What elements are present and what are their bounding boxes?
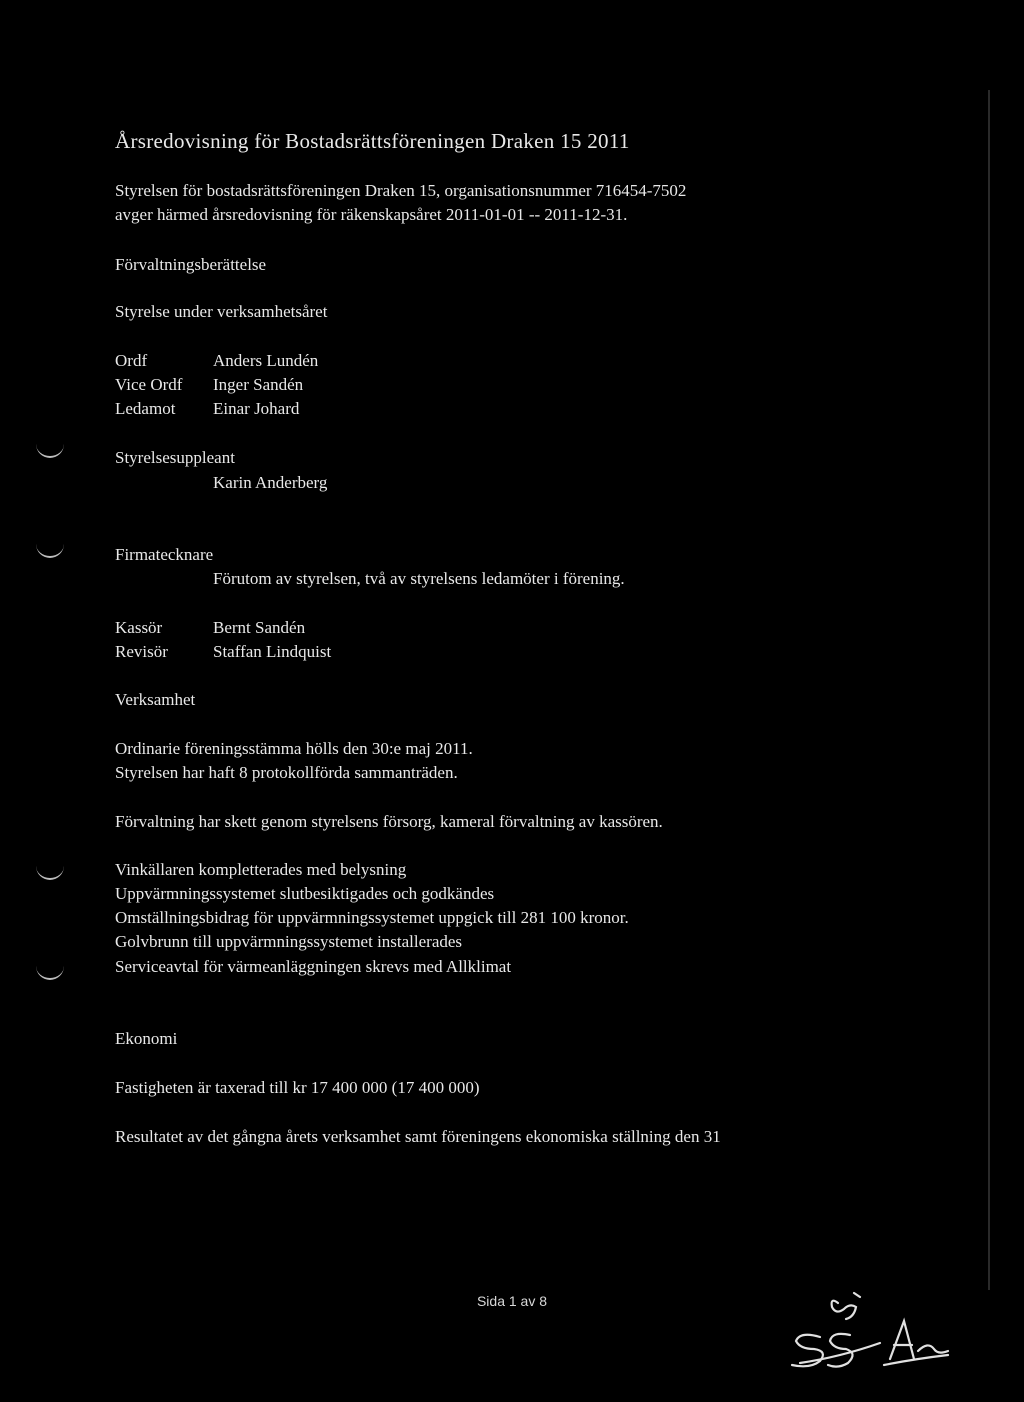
officer-role: Revisör <box>115 642 168 661</box>
event-line: Golvbrunn till uppvärmningssystemet installerades <box>115 932 463 951</box>
punch-hole-mark <box>36 862 64 880</box>
scan-edge <box>988 90 990 1290</box>
punch-hole-mark <box>36 962 64 980</box>
economy-heading: Ekonomi <box>115 1029 178 1048</box>
event-line: Vinkällaren kompletterades med belysning <box>115 860 407 879</box>
activities-line: Styrelsen har haft 8 protokollförda sammanträden. <box>115 763 458 782</box>
substitute-heading: Styrelsesuppleant <box>115 448 235 467</box>
board-role: Ordf <box>115 351 148 370</box>
section-heading-management: Förvaltningsberättelse <box>115 255 267 274</box>
economy-line: Fastigheten är taxerad till kr 17 400 000 (17 400 000) <box>115 1078 480 1097</box>
economy-line: Resultatet av det gångna årets verksamhet samt föreningens ekonomiska ställning den 31 <box>115 1127 721 1146</box>
board-heading: Styrelse under verksamhetsåret <box>115 302 328 321</box>
page-footer: Sida 1 av 8 <box>476 1293 548 1309</box>
officer-role: Kassör <box>115 618 163 637</box>
event-line: Uppvärmningssystemet slutbesiktigades och godkändes <box>115 884 495 903</box>
board-name: Inger Sandén <box>213 375 304 394</box>
document-title: Årsredovisning för Bostadsrättsföreningen Draken 15 2011 <box>115 129 630 153</box>
punch-hole-mark <box>36 440 64 458</box>
event-line: Serviceavtal för värmeanläggningen skrevs med Allklimat <box>115 957 512 976</box>
punch-hole-mark <box>36 540 64 558</box>
signature-initials <box>780 1285 960 1385</box>
board-name: Einar Johard <box>213 399 300 418</box>
activities-heading: Verksamhet <box>115 690 196 709</box>
administration-line: Förvaltning har skett genom styrelsens försorg, kameral förvaltning av kassören. <box>115 812 663 831</box>
board-role: Ledamot <box>115 399 176 418</box>
intro-line-1: Styrelsen för bostadsrättsföreningen Draken 15, organisationsnummer 716454-7502 <box>115 181 687 200</box>
event-line: Omställningsbidrag för uppvärmningssystemet uppgick till 281 100 kronor. <box>115 908 629 927</box>
activities-line: Ordinarie föreningsstämma hölls den 30:e maj 2011. <box>115 739 473 758</box>
intro-line-2: avger härmed årsredovisning för räkenskapsåret 2011-01-01 -- 2011-12-31. <box>115 205 628 224</box>
officer-name: Bernt Sandén <box>213 618 306 637</box>
board-role: Vice Ordf <box>115 375 183 394</box>
signatories-heading: Firmatecknare <box>115 545 214 564</box>
officer-name: Staffan Lindquist <box>213 642 332 661</box>
signatories-text: Förutom av styrelsen, två av styrelsens ledamöter i förening. <box>213 569 625 588</box>
board-name: Anders Lundén <box>213 351 319 370</box>
substitute-name: Karin Anderberg <box>213 473 328 492</box>
